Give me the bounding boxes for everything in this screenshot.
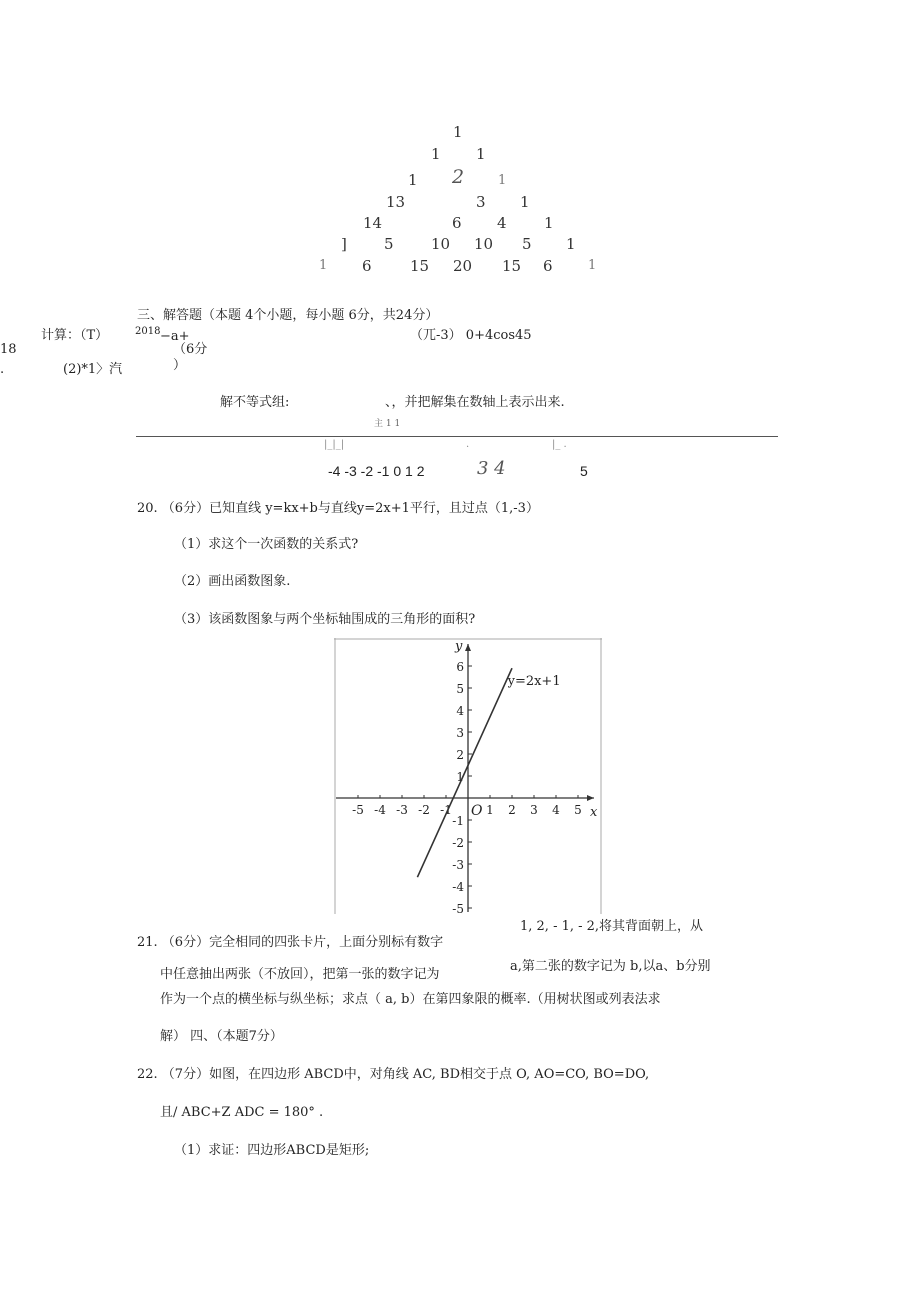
x-tick-label: -5	[352, 803, 364, 817]
item-2: (2)*1〉汽	[63, 362, 123, 377]
q21-stem: 21. （6分）完全相同的四张卡片，上面分别标有数字	[137, 935, 444, 950]
number-line-ticks-left: |_|_|	[324, 439, 345, 450]
triangle-row4-n3: 1	[520, 193, 530, 211]
triangle-row6-n6: 1	[566, 235, 576, 253]
triangle-row2-n2: 1	[476, 145, 486, 163]
triangle-row4-n2: 3	[476, 193, 486, 211]
q20-part1: （1）求这个一次函数的关系式?	[174, 537, 359, 552]
y-tick-label: 5	[456, 682, 464, 696]
x-tick-label: -1	[440, 803, 452, 817]
q22-part1: （1）求证：四边形ABCD是矩形;	[174, 1143, 370, 1158]
triangle-row3-n3: 1	[498, 173, 507, 188]
series-line-y2x1	[417, 668, 512, 877]
y-tick-label: 3	[456, 726, 464, 740]
x-tick-label: -3	[396, 803, 408, 817]
triangle-row5-n4: 1	[544, 214, 554, 232]
triangle-row6-n5: 5	[522, 235, 532, 253]
triangle-row7-n7: 1	[588, 258, 597, 273]
horizontal-rule	[136, 436, 778, 437]
y-tick-label: -1	[452, 814, 464, 828]
q22-stem: 22. （7分）如图，在四边形 ABCD中，对角线 AC, BD相交于点 O, AO=CO, BO=DO,	[137, 1067, 650, 1082]
q21-line2-right: a,第二张的数字记为 b,以a、b分别	[510, 959, 711, 974]
y-tick-label: 1	[456, 770, 464, 784]
triangle-row6-n4: 10	[474, 235, 494, 253]
triangle-row6-n1: ]	[341, 235, 347, 253]
number-line-ticks-mid: .	[466, 439, 470, 450]
y-axis-label: y	[455, 639, 463, 654]
x-tick-label: -2	[418, 803, 430, 817]
x-tick-label: 5	[574, 803, 582, 817]
number-line-labels-34: 3 4	[477, 458, 506, 479]
y-axis-arrow	[465, 644, 471, 651]
triangle-row2-n1: 1	[431, 145, 441, 163]
calc-label: 计算：（T）	[41, 328, 109, 343]
y-tick-label: 2	[456, 748, 464, 762]
triangle-row6-n3: 10	[431, 235, 451, 253]
q20-part2: （2）画出函数图象.	[174, 574, 291, 589]
triangle-row3-n1: 1	[408, 171, 418, 189]
q21-line4: 解） 四、（本题7分）	[160, 1029, 283, 1044]
x-tick-label: 4	[552, 803, 560, 817]
triangle-row5-n2: 6	[452, 214, 462, 232]
triangle-row7-n1: 1	[319, 258, 328, 273]
score-paren-close: ）	[173, 358, 187, 373]
q22-condition: 且/ ABC+Z ADC = 180° .	[160, 1105, 324, 1120]
number-line-ticks-right: |_ .	[552, 439, 567, 450]
number-line-label-5: 5	[580, 463, 588, 479]
calc-expression: −a+	[160, 329, 190, 344]
y-tick-label: 6	[456, 660, 464, 674]
margin-number: 18	[0, 342, 17, 357]
triangle-row1-n1: 1	[453, 123, 463, 141]
q21-numbers: 1, 2, - 1, - 2,将其背面朝上，从	[520, 919, 704, 934]
y-tick-label: -2	[452, 836, 464, 850]
number-line-labels: -4 -3 -2 -1 0 1 2	[328, 463, 425, 479]
y-tick-label: -3	[452, 858, 464, 872]
x-tick-label: 1	[486, 803, 494, 817]
triangle-row5-n3: 4	[497, 214, 507, 232]
triangle-row3-n2: 2	[452, 166, 465, 188]
function-graph	[334, 638, 602, 914]
triangle-row7-n3: 15	[410, 257, 430, 275]
x-axis-label: x	[590, 805, 598, 820]
q19-tail: 、，并把解集在数轴上表示出来.	[385, 395, 565, 410]
triangle-row4-n1: 13	[386, 193, 406, 211]
q21-line2: 中任意抽出两张（不放回），把第一张的数字记为	[160, 967, 440, 982]
section3-heading: 三、解答题（本题 4个小题，每小题 6分，共24分）	[137, 308, 439, 323]
calc-expression-rest: （兀-3） 0+4cos45	[410, 328, 532, 343]
triangle-row5-n1: 14	[363, 214, 383, 232]
triangle-row7-n2: 6	[362, 257, 372, 275]
q19-text: 解不等式组:	[220, 395, 290, 410]
x-axis-arrow	[587, 795, 594, 801]
q21-line3: 作为一个点的横坐标与纵坐标；求点（ a, b）在第四象限的概率.（用树状图或列表法求	[160, 992, 661, 1007]
y-tick-label: -4	[452, 880, 464, 894]
y-tick-label: 4	[456, 704, 464, 718]
origin-label: O	[471, 803, 483, 819]
triangle-row7-n6: 6	[543, 257, 553, 275]
triangle-row7-n5: 15	[502, 257, 522, 275]
triangle-row7-n4: 20	[453, 257, 473, 275]
x-tick-label: -4	[374, 803, 386, 817]
q20-stem: 20. （6分）已知直线 y=kx+b与直线y=2x+1平行，且过点（1,-3）	[137, 501, 539, 516]
triangle-row6-n2: 5	[384, 235, 394, 253]
score-label: （6分	[173, 342, 208, 357]
q20-part3: （3）该函数图象与两个坐标轴围成的三角形的面积?	[174, 612, 476, 627]
calc-exponent: 2018	[135, 326, 161, 337]
margin-dot: .	[0, 362, 5, 377]
y-tick-label: -5	[452, 902, 464, 914]
q19-garbled: 主 1 1	[374, 419, 401, 429]
line-annotation: y=2x+1	[507, 673, 561, 689]
x-tick-label: 3	[530, 803, 538, 817]
x-tick-label: 2	[508, 803, 516, 817]
